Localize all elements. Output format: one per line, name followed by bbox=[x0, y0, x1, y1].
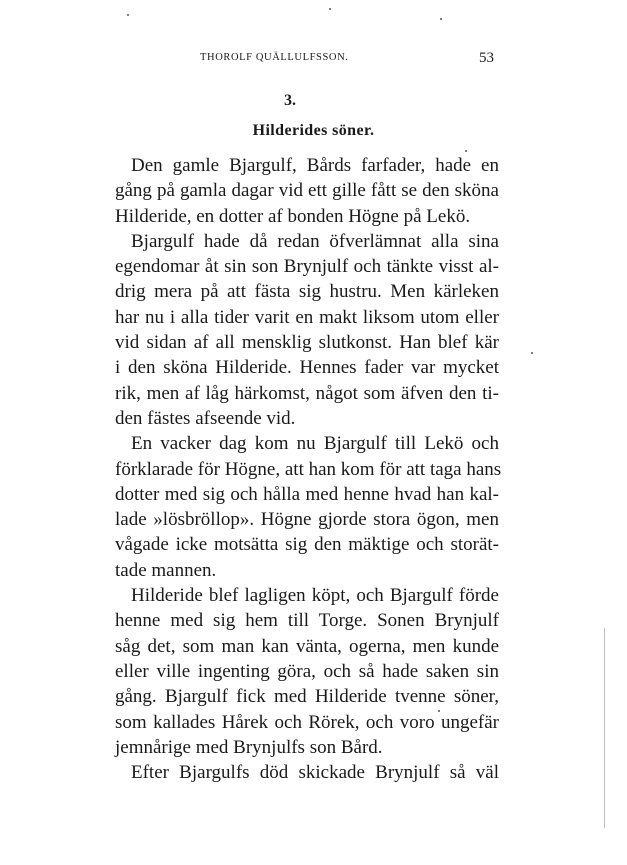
scan-speck bbox=[465, 150, 467, 152]
text-line: Den gamle Bjargulf, Bårds farfader, hade en bbox=[131, 155, 499, 176]
text-line: drig mera på att fästa sig hustru. Men kärleken bbox=[115, 281, 499, 303]
text-line: dotter med sig och hålla med henne hvad han kal- bbox=[115, 483, 499, 505]
text-line: gång. Bjargulf fick med Hilderide tvenne söner, bbox=[115, 686, 499, 708]
text-line: Efter Bjargulfs död skickade Brynjulf så väl bbox=[131, 762, 499, 784]
text-line: jemnårige med Brynjulfs son Bård. bbox=[115, 736, 383, 758]
text-line: eller ville ingenting göra, och så hade saken sin bbox=[115, 660, 499, 682]
text-line: i den sköna Hilderide. Hennes fader var mycket bbox=[115, 357, 499, 379]
text-line: tade mannen. bbox=[115, 559, 217, 581]
text-line: egendomar åt sin son Brynjulf och tänkte visst al- bbox=[115, 256, 499, 278]
scan-speck bbox=[127, 14, 129, 16]
page-number: 53 bbox=[479, 50, 494, 66]
section-number: 3. bbox=[284, 92, 296, 109]
scan-speck bbox=[438, 710, 440, 712]
text-line: som kallades Hårek och Rörek, och voro ungefär bbox=[115, 711, 499, 733]
text-line: Bjargulf hade då redan öfverlämnat alla sina bbox=[131, 230, 499, 252]
text-line: har nu i alla tider varit en makt liksom utom eller bbox=[115, 306, 499, 328]
text-line: den fästes afseende vid. bbox=[115, 407, 296, 429]
text-line: henne med sig hem till Torge. Sonen Brynjulf bbox=[115, 610, 499, 632]
text-line: Hilderide, en dotter af bonden Högne på Lekö. bbox=[115, 205, 471, 227]
body-text bbox=[115, 153, 502, 785]
text-line: vågade icke motsätta sig den mäktige och storät- bbox=[115, 534, 499, 556]
margin-rule bbox=[604, 628, 605, 828]
text-line: rik, men af låg härkomst, något som äfven den ti- bbox=[115, 382, 499, 404]
scan-speck bbox=[531, 352, 533, 354]
text-line: En vacker dag kom nu Bjargulf till Lekö och bbox=[131, 433, 499, 455]
text-line: vid sidan af all mensklig slutkonst. Han blef kär bbox=[115, 332, 499, 354]
running-head: THOROLF QUÄLLULFSSON. bbox=[200, 52, 349, 63]
chapter-title: Hilderides söner. bbox=[252, 122, 375, 139]
scan-speck bbox=[440, 18, 442, 20]
text-line: gång på gamla dagar vid ett gille fått se den sköna bbox=[115, 180, 499, 202]
text-line: förklarade för Högne, att han kom för att taga hans bbox=[115, 458, 502, 480]
text-line: såg det, som man kan vänta, ogerna, men kunde bbox=[115, 635, 499, 657]
scan-speck bbox=[329, 8, 331, 10]
text-line: lade »lösbröllop». Högne gjorde stora ögon, men bbox=[115, 509, 499, 531]
text-line: Hilderide blef lagligen köpt, och Bjargulf förde bbox=[131, 585, 499, 607]
